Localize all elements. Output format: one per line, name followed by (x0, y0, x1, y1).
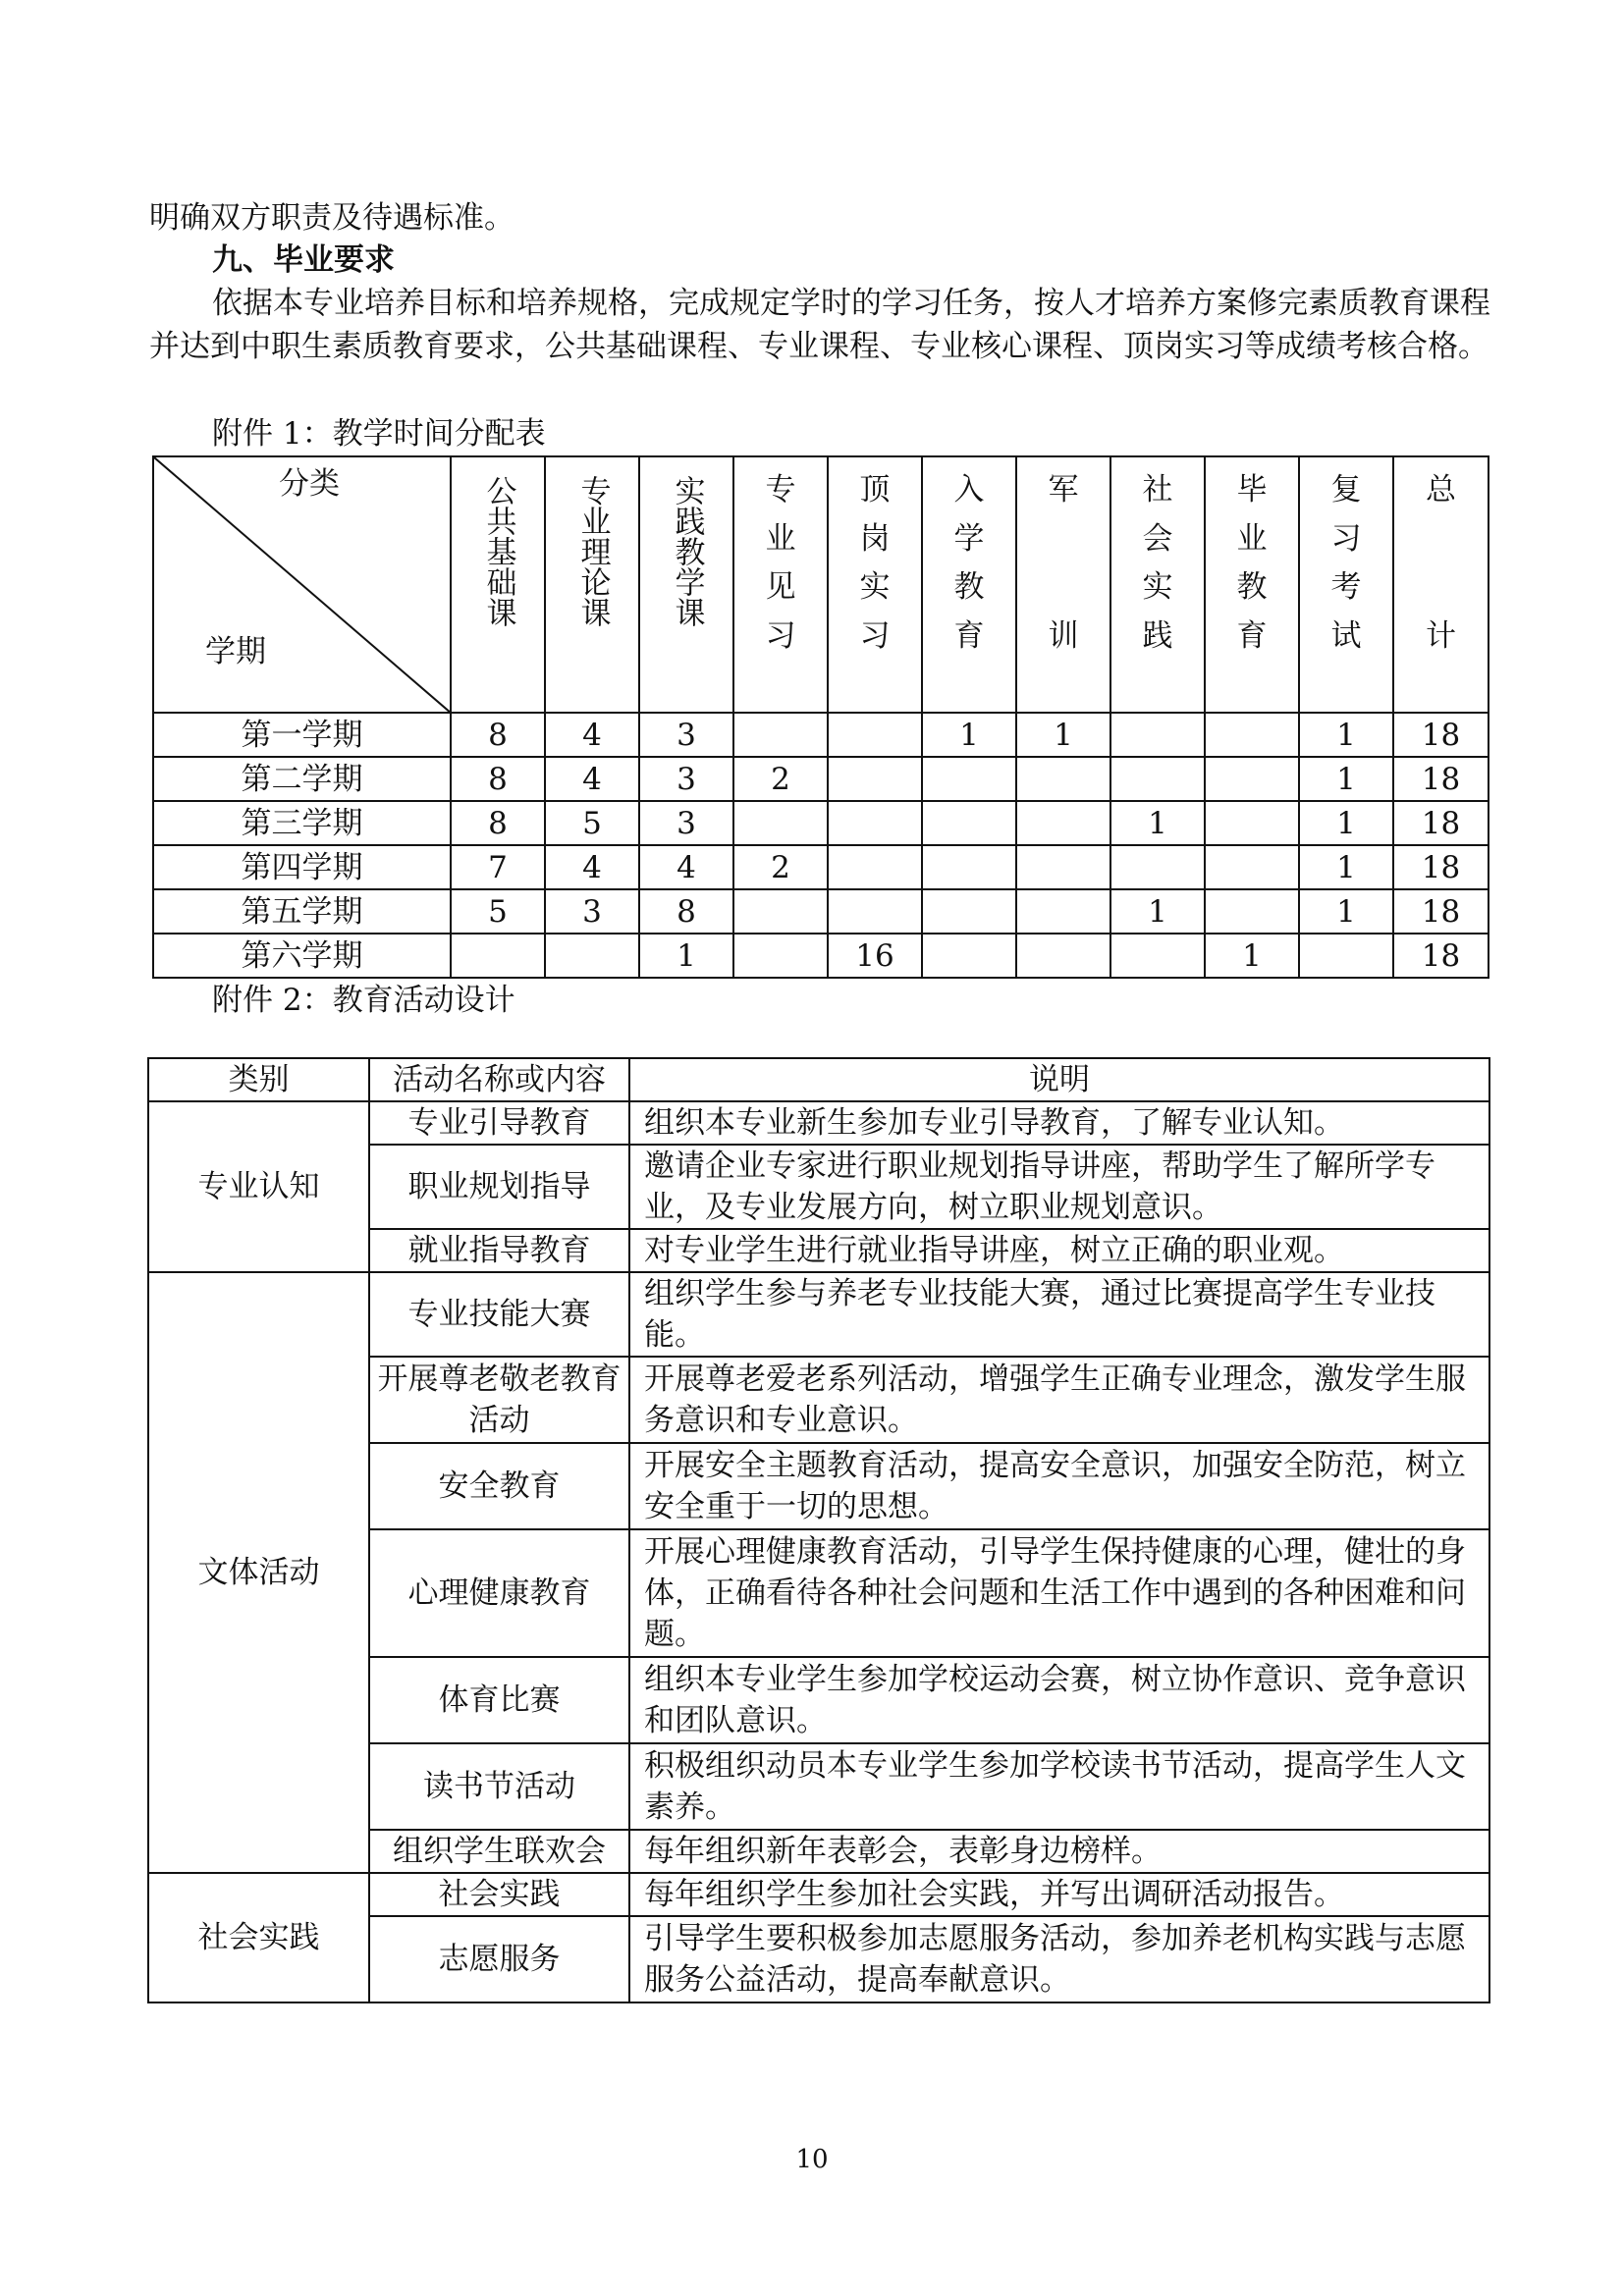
table-cell: 8 (451, 713, 545, 757)
table-cell: 1 (1205, 934, 1299, 978)
table-cell (1016, 801, 1110, 845)
intro-line: 明确双方职责及待遇标准。 (149, 200, 514, 236)
category-cell: 专业认知 (148, 1101, 369, 1272)
table-cell: 8 (451, 801, 545, 845)
column-header-char: 见 (765, 569, 796, 606)
table-cell (922, 757, 1016, 801)
table-cell: 18 (1393, 934, 1489, 978)
column-header (1393, 456, 1489, 713)
column-header (1016, 456, 1110, 713)
activity-name-cell: 志愿服务 (369, 1916, 629, 2002)
column-header-char: 践 (1142, 617, 1173, 654)
column-header-char: 专 (765, 472, 796, 507)
table-cell: 1 (1299, 713, 1393, 757)
term-label: 第五学期 (153, 889, 451, 934)
activity-description-cell: 积极组织动员本专业学生参加学校读书节活动，提高学生人文素养。 (629, 1743, 1489, 1830)
column-header-char: 教 (1236, 569, 1268, 606)
column-header-char: 实 (1142, 569, 1173, 606)
table-cell: 1 (1299, 889, 1393, 934)
column-header-char: 学 (953, 520, 985, 557)
table-cell (828, 713, 922, 757)
column-header-char: 训 (1048, 618, 1079, 654)
column-header (828, 456, 922, 713)
table-cell (922, 801, 1016, 845)
table-cell: 4 (545, 845, 639, 889)
table-cell: 3 (639, 713, 733, 757)
table-row (153, 801, 1489, 845)
activity-name-cell: 开展尊老敬老教育活动 (369, 1357, 629, 1443)
column-header-char: 毕 (1236, 472, 1268, 507)
activity-name-cell: 职业规划指导 (369, 1145, 629, 1229)
table-cell: 7 (451, 845, 545, 889)
table-cell: 4 (545, 713, 639, 757)
column-header-char: 岗 (859, 520, 891, 557)
column-header-char: 会 (1142, 520, 1173, 557)
column-header-char: 考 (1330, 569, 1362, 606)
table-cell (1205, 889, 1299, 934)
table-cell (1016, 889, 1110, 934)
table-cell: 1 (1299, 757, 1393, 801)
column-header (545, 456, 639, 713)
table-cell (733, 934, 828, 978)
teaching-time-table (152, 455, 1489, 979)
column-header (639, 456, 733, 713)
corner-header-cell (153, 456, 451, 713)
column-header-char: 习 (765, 617, 796, 654)
activity-description-cell: 邀请企业专家进行职业规划指导讲座，帮助学生了解所学专业，及专业发展方向，树立职业规划意识。 (629, 1145, 1489, 1229)
column-header-char: 育 (1236, 617, 1268, 654)
table-cell (1205, 801, 1299, 845)
attachment-2-caption: 附件 2：教育活动设计 (212, 983, 515, 1018)
table-cell (1110, 713, 1205, 757)
column-header (733, 456, 828, 713)
table-row (153, 757, 1489, 801)
column-header-char: 教 (953, 569, 985, 606)
table-cell (922, 845, 1016, 889)
table-cell: 3 (545, 889, 639, 934)
table-cell (733, 713, 828, 757)
header-category: 类别 (148, 1058, 369, 1101)
table-cell: 18 (1393, 845, 1489, 889)
activity-description-cell: 对专业学生进行就业指导讲座，树立正确的职业观。 (629, 1229, 1489, 1272)
activity-description-cell: 每年组织学生参加社会实践，并写出调研活动报告。 (629, 1873, 1489, 1916)
term-label: 第二学期 (153, 757, 451, 801)
page-number: 10 (795, 2145, 829, 2174)
activity-name-cell: 组织学生联欢会 (369, 1830, 629, 1873)
activity-name-cell: 就业指导教育 (369, 1229, 629, 1272)
table-cell (1110, 934, 1205, 978)
table-cell (1205, 713, 1299, 757)
activity-description-cell: 开展安全主题教育活动，提高安全意识，加强安全防范，树立安全重于一切的思想。 (629, 1443, 1489, 1529)
column-header-char: 计 (1426, 618, 1456, 654)
table-cell (1299, 934, 1393, 978)
column-header-label: 实践教学课 (669, 475, 705, 627)
activity-description-cell: 引导学生要积极参加志愿服务活动，参加养老机构实践与志愿服务公益活动，提高奉献意识。 (629, 1916, 1489, 2002)
column-header-char: 习 (1330, 520, 1362, 557)
column-header-char: 入 (953, 472, 985, 507)
column-header-label: 专业理论课 (574, 475, 611, 627)
column-header-char: 顶 (859, 472, 891, 507)
table-cell: 2 (733, 757, 828, 801)
activity-description-cell: 每年组织新年表彰会，表彰身边榜样。 (629, 1830, 1489, 1873)
table-row (148, 1101, 1489, 1145)
term-label: 第六学期 (153, 934, 451, 978)
table-cell (922, 889, 1016, 934)
table-row (153, 889, 1489, 934)
activity-description-cell: 组织本专业新生参加专业引导教育，了解专业认知。 (629, 1101, 1489, 1145)
table-cell: 18 (1393, 713, 1489, 757)
table-cell: 3 (639, 757, 733, 801)
table-cell: 8 (451, 757, 545, 801)
table-cell: 1 (639, 934, 733, 978)
table-cell (1110, 845, 1205, 889)
table-cell: 1 (1299, 801, 1393, 845)
term-label: 第一学期 (153, 713, 451, 757)
activity-name-cell: 心理健康教育 (369, 1529, 629, 1657)
table-cell: 16 (828, 934, 922, 978)
table-row (153, 713, 1489, 757)
table-cell: 1 (922, 713, 1016, 757)
corner-label-term: 学期 (205, 634, 266, 669)
column-header (1205, 456, 1299, 713)
header-activity: 活动名称或内容 (369, 1058, 629, 1101)
column-header-label: 公共基础课 (480, 475, 516, 627)
section-heading: 九、毕业要求 (212, 242, 395, 278)
column-header-char: 育 (953, 617, 985, 654)
table-cell (545, 934, 639, 978)
column-header (922, 456, 1016, 713)
column-header-char: 试 (1330, 617, 1362, 654)
activity-description-cell: 组织本专业学生参加学校运动会赛，树立协作意识、竞争意识和团队意识。 (629, 1657, 1489, 1743)
table-cell: 18 (1393, 889, 1489, 934)
table-cell (1016, 757, 1110, 801)
table-cell: 1 (1299, 845, 1393, 889)
table-cell: 4 (545, 757, 639, 801)
table-cell: 5 (545, 801, 639, 845)
header-description: 说明 (629, 1058, 1489, 1101)
table-cell (828, 801, 922, 845)
table-cell (733, 801, 828, 845)
table-cell: 3 (639, 801, 733, 845)
education-activity-table (147, 1057, 1490, 2003)
column-header-char: 军 (1048, 472, 1079, 507)
activity-description-cell: 组织学生参与养老专业技能大赛，通过比赛提高学生专业技能。 (629, 1272, 1489, 1357)
column-header-char: 习 (859, 617, 891, 654)
table-cell (733, 889, 828, 934)
table-cell (828, 889, 922, 934)
table-row (153, 845, 1489, 889)
table-cell (828, 757, 922, 801)
table-cell (1110, 757, 1205, 801)
activity-name-cell: 专业引导教育 (369, 1101, 629, 1145)
column-header-char: 复 (1330, 472, 1362, 507)
column-header-char: 实 (859, 569, 891, 606)
term-label: 第三学期 (153, 801, 451, 845)
column-header (1110, 456, 1205, 713)
table-cell (1016, 845, 1110, 889)
table-cell (451, 934, 545, 978)
table-cell (1016, 934, 1110, 978)
table-row (153, 934, 1489, 978)
term-label: 第四学期 (153, 845, 451, 889)
activity-description-cell: 开展尊老爱老系列活动，增强学生正确专业理念，激发学生服务意识和专业意识。 (629, 1357, 1489, 1443)
activity-name-cell: 安全教育 (369, 1443, 629, 1529)
table-cell: 2 (733, 845, 828, 889)
activity-name-cell: 社会实践 (369, 1873, 629, 1916)
corner-label-category: 分类 (279, 466, 340, 502)
column-header-char: 业 (765, 520, 796, 557)
column-header-char: 业 (1236, 520, 1268, 557)
table-cell: 5 (451, 889, 545, 934)
table-cell: 8 (639, 889, 733, 934)
table-cell (922, 934, 1016, 978)
table-cell: 18 (1393, 801, 1489, 845)
activity-name-cell: 体育比赛 (369, 1657, 629, 1743)
table-row (148, 1272, 1489, 1357)
table-cell: 18 (1393, 757, 1489, 801)
table-row (148, 1873, 1489, 1916)
activity-name-cell: 专业技能大赛 (369, 1272, 629, 1357)
table-cell: 1 (1016, 713, 1110, 757)
table-cell: 1 (1110, 801, 1205, 845)
table-cell (1205, 757, 1299, 801)
column-header (451, 456, 545, 713)
category-cell: 文体活动 (148, 1272, 369, 1873)
column-header (1299, 456, 1393, 713)
attachment-1-caption: 附件 1：教学时间分配表 (212, 416, 546, 452)
table-cell (1205, 845, 1299, 889)
activity-description-cell: 开展心理健康教育活动，引导学生保持健康的心理，健壮的身体，正确看待各种社会问题和生活工作中遇到的各种困难和问题。 (629, 1529, 1489, 1657)
column-header-char: 社 (1142, 472, 1173, 507)
table-cell (828, 845, 922, 889)
column-header-char: 总 (1426, 472, 1456, 507)
graduation-paragraph: 依据本专业培养目标和培养规格，完成规定学时的学习任务，按人才培养方案修完素质教育课程并达到中职生素质教育要求，公共基础课程、专业课程、专业核心课程、顶岗实习等成绩考核合格。 (149, 286, 1490, 364)
table-cell: 1 (1110, 889, 1205, 934)
activity-name-cell: 读书节活动 (369, 1743, 629, 1830)
category-cell: 社会实践 (148, 1873, 369, 2002)
table-cell: 4 (639, 845, 733, 889)
